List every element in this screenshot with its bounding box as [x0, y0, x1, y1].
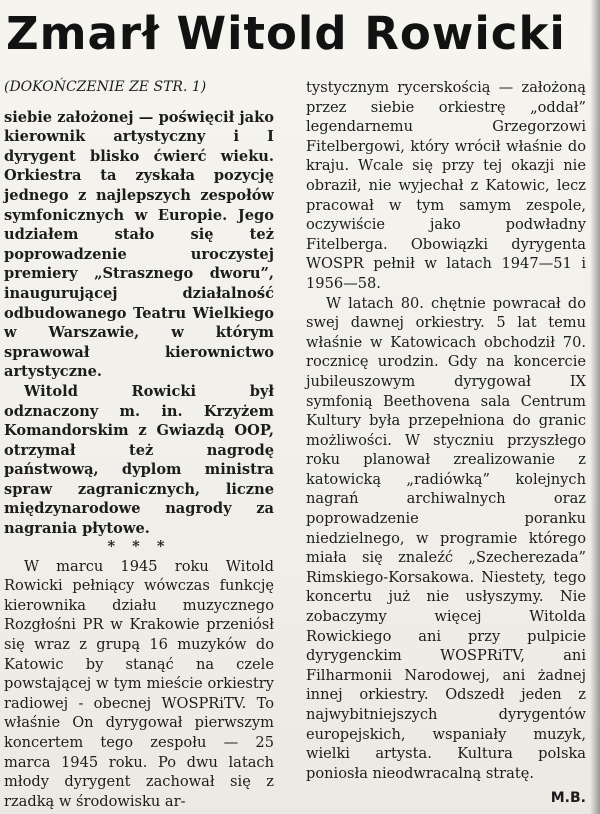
continuation-note: (DOKOŃCZENIE ZE STR. 1): [4, 79, 207, 95]
article-paragraph-5: W latach 80. chętnie powracał do swej dawnej orkiestry. 5 lat temu właśnie w Katowicach obchodził 70. rocznicę urodzin. Gdy na koncercie jubileuszowym dyrygował IX symfonią Beethovena sala Centrum Kultury była przepełniona do granic możliwości. W styczniu przyszłego roku planował zrealizowanie z katowicką „radiówką” kolejnych nagrań archiwalnych oraz poprowadzenie poranku niedzielnego, w programie którego miała się znaleźć „Szecherezada” Rimskiego-Korsakowa. Niestety, tego koncertu już nie usłyszymy. Nie zobaczymy więcej Witolda Rowickiego ani przy pulpicie dyrygenckim WOSPRiTV, ani Filharmonii Narodowej, ani żadnej innej orkiestry. Odszedł jeden z najwybitniejszych dyrygentów europejskich, wspaniały muzyk, wielki artysta. Kultura polska poniosła nieodwracalną stratę.: [306, 294, 586, 782]
left-column: [4, 78, 274, 810]
article-paragraph-2: Witold Rowicki był odznaczony m. in. Krzyżem Komandorskim z Gwiazdą OOP, otrzymał też nagrodę państwową, dyplom ministra spraw zagranicznych, liczne międzynarodowe nagrody za nagrania płytowe.: [4, 382, 274, 538]
article-paragraph-1: siebie założonej — poświęcił jako kierownik artystyczny i I dyrygent blisko ćwierć wieku. Orkiestra ta zyskała pozycję jednego z najlepszych zespołów symfonicznych w Europie. Jego udziałem stało się też poprowadzenie uroczystej premiery „Strasznego dworu”, inaugurującej działalność odbudowanego Teatru Wielkiego w Warszawie, w którym sprawował kierownictwo artystyczne.: [4, 108, 274, 381]
scan-edge-shadow: [590, 0, 600, 814]
right-column: [306, 78, 586, 807]
headline: Zmarł Witold Rowicki: [6, 7, 566, 60]
article-paragraph-3: W marcu 1945 roku Witold Rowicki pełniący wówczas funkcję kierownika działu muzycznego Rozgłośni PR w Krakowie przeniósł się wraz z grupą 16 muzyków do Katowic by stanąć na czele powstającej w tym mieście orkiestry radiowej - obecnej WOSPRiTV. To właśnie On dyrygował pierwszym koncertem tego zespołu — 25 marca 1945 roku. Po dwu latach młody dyrygent zachował się z rzadką w środowisku ar-: [4, 557, 274, 810]
author-signature: M.B.: [550, 790, 586, 807]
article-paragraph-4: tystycznym rycerskością — założoną przez siebie orkiestrę „oddał” legendarnemu Grzegorzowi Fitelbergowi, który wrócił właśnie do kraju. Wcale się przy tej okazji nie obraził, nie wyjechał z Katowic, lecz pracował w tym samym zespole, oczywiście jako podwładny Fitelberga. Obowiązki dyrygenta WOSPR pełnił w latach 1947—51 i 1956—58.: [306, 79, 586, 292]
section-separator: * * *: [107, 537, 171, 555]
